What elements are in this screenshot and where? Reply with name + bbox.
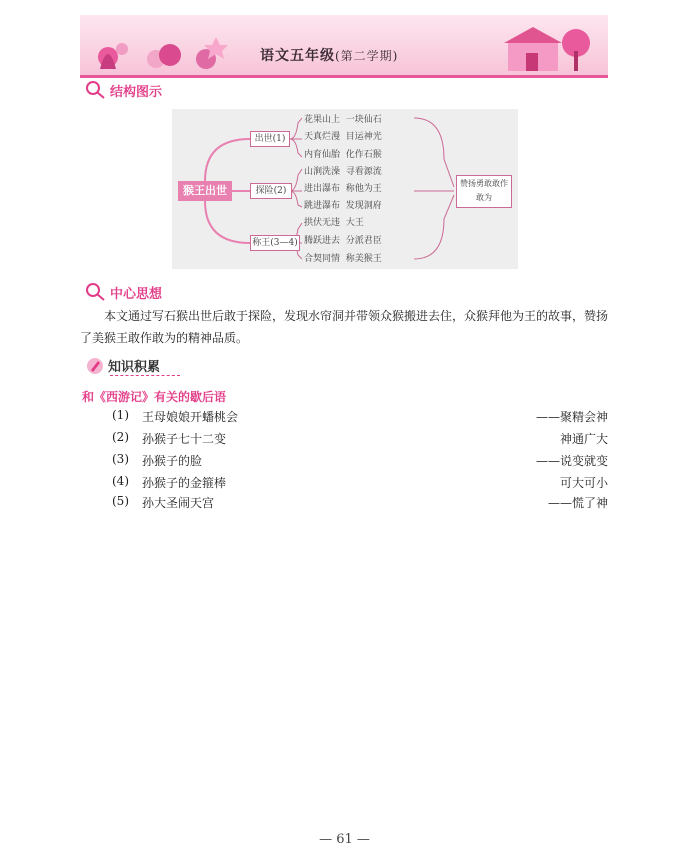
book-title: 语文五年级(第二学期) [260, 48, 399, 64]
list-item: (1) 王母娘娘开蟠桃会 ——聚精会神 [112, 408, 608, 424]
xiehouyu-title: 和《西游记》有关的歇后语 [82, 390, 227, 404]
flower-decoration-icon [86, 29, 236, 73]
diagram-conclusion: 赞扬勇敢敢作敢为 [456, 175, 512, 208]
diagram-item: 合契同情 称美猴王 [304, 254, 382, 264]
magnifier-icon [84, 80, 106, 100]
list-item: (2) 孙猴子七十二变 神通广大 [112, 430, 608, 446]
structure-diagram [172, 109, 518, 269]
central-idea-label: 中心思想 [110, 286, 163, 302]
page-number: — 61 — [319, 832, 370, 847]
diagram-item: 天真烂漫 目运神光 [304, 132, 382, 142]
magnifier-icon [84, 282, 106, 302]
knowledge-underline [110, 375, 180, 376]
structure-section-heading [84, 80, 162, 100]
branch-king: 称王(3—4) [250, 235, 300, 251]
header-banner [80, 15, 608, 78]
list-item: (5) 孙大圣闹天宫 ——慌了神 [112, 494, 608, 510]
diagram-item: 山涧洗澡 寻看源流 [304, 167, 382, 177]
diagram-item: 花果山上 一块仙石 [304, 115, 382, 125]
branch-birth: 出世(1) [250, 131, 290, 147]
central-idea-heading [84, 282, 162, 302]
diagram-item: 跳进瀑布 发现洞府 [304, 201, 382, 211]
pencil-icon [86, 357, 104, 375]
diagram-item: 进出瀑布 称他为王 [304, 184, 382, 194]
knowledge-heading [86, 356, 160, 375]
castle-decoration-icon [488, 21, 598, 73]
diagram-root: 猴王出世 [178, 181, 232, 201]
diagram-item: 腾跃进去 分派君臣 [304, 236, 382, 246]
diagram-item: 内育仙胎 化作石猴 [304, 150, 382, 160]
knowledge-label: 知识积累 [108, 360, 161, 375]
central-idea-paragraph: 本文通过写石猴出世后敢于探险，发现水帘洞并带领众猴搬进去住，众猴拜他为王的故事，赞扬了美猴王敢作敢为的精神品质。 [80, 309, 609, 345]
list-item: (4) 孙猴子的金箍棒 可大可小 [112, 474, 608, 490]
diagram-item: 拱伏无违 大王 [304, 218, 364, 228]
branch-explore: 探险(2) [250, 183, 292, 199]
structure-label: 结构图示 [110, 84, 163, 100]
list-item: (3) 孙猴子的脸 ——说变就变 [112, 452, 608, 468]
